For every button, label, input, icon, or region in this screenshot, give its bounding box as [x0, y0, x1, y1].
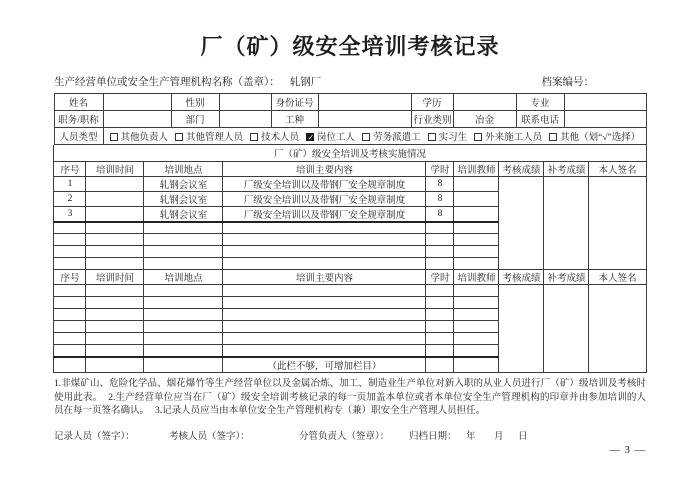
- month-label: 月: [494, 431, 504, 442]
- education-value-cell: [453, 94, 516, 111]
- header-no: 序号: [54, 270, 86, 285]
- person-type-option: [474, 133, 542, 143]
- row-time-cell: [86, 191, 144, 206]
- industry-label: 行业类别: [411, 111, 453, 128]
- person-type-option: [250, 133, 299, 143]
- row-content-cell: 厂级安全培训以及带钢厂安全规章制度: [223, 176, 426, 191]
- row-time-cell: [86, 206, 144, 222]
- header-signature: 本人签名: [589, 161, 646, 176]
- person-type-option: [110, 133, 169, 143]
- header-place: 培训地点: [144, 270, 223, 285]
- signature-cell: [589, 176, 646, 270]
- section-title: 厂（矿）级安全培训及考核实施情况: [54, 145, 646, 161]
- table-header-row-2: [54, 270, 646, 285]
- header-time: 培训时间: [86, 161, 144, 176]
- gender-label: 性别: [171, 94, 219, 111]
- note-item: 2.生产经营单位应当在厂（矿）级安全培训考核记录的每一页加盖本单位或者本单位安全生产管理机构的印章并由参加培训的人员在每一页签名确认。: [54, 392, 646, 416]
- phone-value-cell: [564, 111, 646, 128]
- row-hours-cell: 8: [426, 191, 454, 206]
- person-type-option-label: 其他管理人员: [186, 133, 244, 143]
- table-header-row-1: [54, 161, 646, 176]
- checkbox-checked-icon: [306, 133, 314, 141]
- person-type-option-label: 劳务派遣工: [373, 133, 421, 143]
- row-teacher-cell: [454, 176, 499, 191]
- row-place-cell: 轧钢会议室: [144, 191, 223, 206]
- header-hours: 学时: [426, 270, 454, 285]
- industry-value-cell: 冶金: [453, 111, 516, 128]
- person-type-row: [54, 128, 646, 145]
- header-no: 序号: [54, 161, 86, 176]
- person-type-option-label: 外来施工人员: [485, 133, 543, 143]
- name-label: 姓名: [54, 94, 103, 111]
- person-type-option-label: 岗位工人: [317, 133, 356, 143]
- training-record-table: [53, 145, 646, 373]
- header-content: 培训主要内容: [223, 161, 426, 176]
- signature-line: [54, 428, 646, 441]
- empty-row: [54, 285, 646, 297]
- archive-date-label: 归档日期：: [409, 431, 457, 442]
- section-title-row: [54, 145, 646, 161]
- person-type-option: [549, 133, 640, 143]
- exam-score-cell: [499, 176, 544, 270]
- page-title: 厂（矿）级安全培训考核记录: [200, 34, 500, 59]
- row-no-cell: 2: [54, 191, 86, 206]
- department-value-cell: [219, 111, 271, 128]
- education-label: 学历: [411, 94, 453, 111]
- header-exam-score: 考核成绩: [499, 161, 544, 176]
- notes-block: [54, 378, 646, 419]
- org-line: [54, 74, 646, 89]
- page-number: — 3 —: [609, 444, 646, 456]
- person-type-option-label: 其他（划“√”选择）: [560, 133, 641, 143]
- archive-number-label: 档案编号：: [541, 77, 594, 88]
- duty-value-cell: [103, 111, 171, 128]
- job-type-value-cell: [318, 111, 411, 128]
- placeholder-note: （此栏不够，可增加栏目）: [223, 357, 426, 373]
- day-label: 日: [518, 431, 528, 442]
- duty-label: 职务/职称: [54, 111, 103, 128]
- checkbox-icon: [250, 133, 258, 141]
- checkbox-icon: [428, 133, 436, 141]
- info-row-2: [54, 111, 646, 128]
- row-teacher-cell: [454, 191, 499, 206]
- id-number-value-cell: [318, 94, 411, 111]
- name-value-cell: [103, 94, 171, 111]
- note-item: 3.记录人员应当由本单位安全生产管理机构专（兼）职安全生产管理人员担任。: [155, 406, 486, 416]
- org-name-label: 生产经营单位或安全生产管理机构名称（盖章）：: [54, 77, 280, 88]
- info-row-1: [54, 94, 646, 111]
- row-hours-cell: 8: [426, 176, 454, 191]
- row-content-cell: 厂级安全培训以及带钢厂安全规章制度: [223, 191, 426, 206]
- signature-cell: [589, 285, 646, 373]
- person-type-label: 人员类型: [54, 128, 103, 145]
- person-type-option-label: 实习生: [438, 133, 468, 143]
- job-type-label: 工种: [271, 111, 318, 128]
- row-no-cell: 3: [54, 206, 86, 222]
- header-teacher: 培训教师: [454, 161, 499, 176]
- phone-label: 联系电话: [516, 111, 564, 128]
- org-name-value: 轧钢厂: [289, 77, 322, 88]
- row-place-cell: 轧钢会议室: [144, 176, 223, 191]
- header-signature: 本人签名: [589, 270, 646, 285]
- checkbox-icon: [362, 133, 370, 141]
- row-no-cell: 1: [54, 176, 86, 191]
- header-place: 培训地点: [144, 161, 223, 176]
- major-label: 专业: [516, 94, 564, 111]
- header-makeup-score: 补考成绩: [544, 270, 589, 285]
- person-type-option: [362, 133, 421, 143]
- examiner-signature-label: 考核人员（签字）：: [169, 431, 250, 442]
- header-hours: 学时: [426, 161, 454, 176]
- row-place-cell: 轧钢会议室: [144, 206, 223, 222]
- id-number-label: 身份证号: [271, 94, 318, 111]
- person-type-option: [428, 133, 468, 143]
- recorder-signature-label: 记录人员（签字）：: [54, 431, 135, 442]
- row-hours-cell: 8: [426, 206, 454, 222]
- header-time: 培训时间: [86, 270, 144, 285]
- makeup-score-cell: [544, 176, 589, 270]
- checkbox-icon: [110, 133, 118, 141]
- header-makeup-score: 补考成绩: [544, 161, 589, 176]
- person-type-options: [103, 128, 646, 145]
- major-value-cell: [564, 94, 646, 111]
- exam-score-cell: [499, 285, 544, 373]
- year-label: 年: [466, 431, 476, 442]
- department-label: 部门: [171, 111, 219, 128]
- checkbox-icon: [549, 133, 557, 141]
- person-type-option: [306, 133, 355, 143]
- note-item: 1.非煤矿山、危险化学品、烟花爆竹等生产经营单位以及金属冶炼、加工、制造业生产单位对新入职的从业人员进行厂（矿）级培训及考核时使用此表。: [54, 379, 646, 403]
- person-type-option: [175, 133, 243, 143]
- person-type-option-label: 技术人员: [261, 133, 300, 143]
- row-time-cell: [86, 176, 144, 191]
- person-type-option-label: 其他负责人: [120, 133, 169, 143]
- training-row: [54, 176, 646, 191]
- header-content: 培训主要内容: [223, 270, 426, 285]
- row-teacher-cell: [454, 206, 499, 222]
- org-name-block: [54, 74, 321, 89]
- checkbox-icon: [175, 133, 183, 141]
- supervisor-signature-label: 分管负责人（签章）：: [299, 431, 390, 442]
- row-content-cell: 厂级安全培训以及带钢厂安全规章制度: [223, 206, 426, 222]
- makeup-score-cell: [544, 285, 589, 373]
- header-exam-score: 考核成绩: [499, 270, 544, 285]
- header-teacher: 培训教师: [454, 270, 499, 285]
- gender-value-cell: [219, 94, 271, 111]
- checkbox-icon: [474, 133, 482, 141]
- personnel-info-table: [54, 93, 647, 145]
